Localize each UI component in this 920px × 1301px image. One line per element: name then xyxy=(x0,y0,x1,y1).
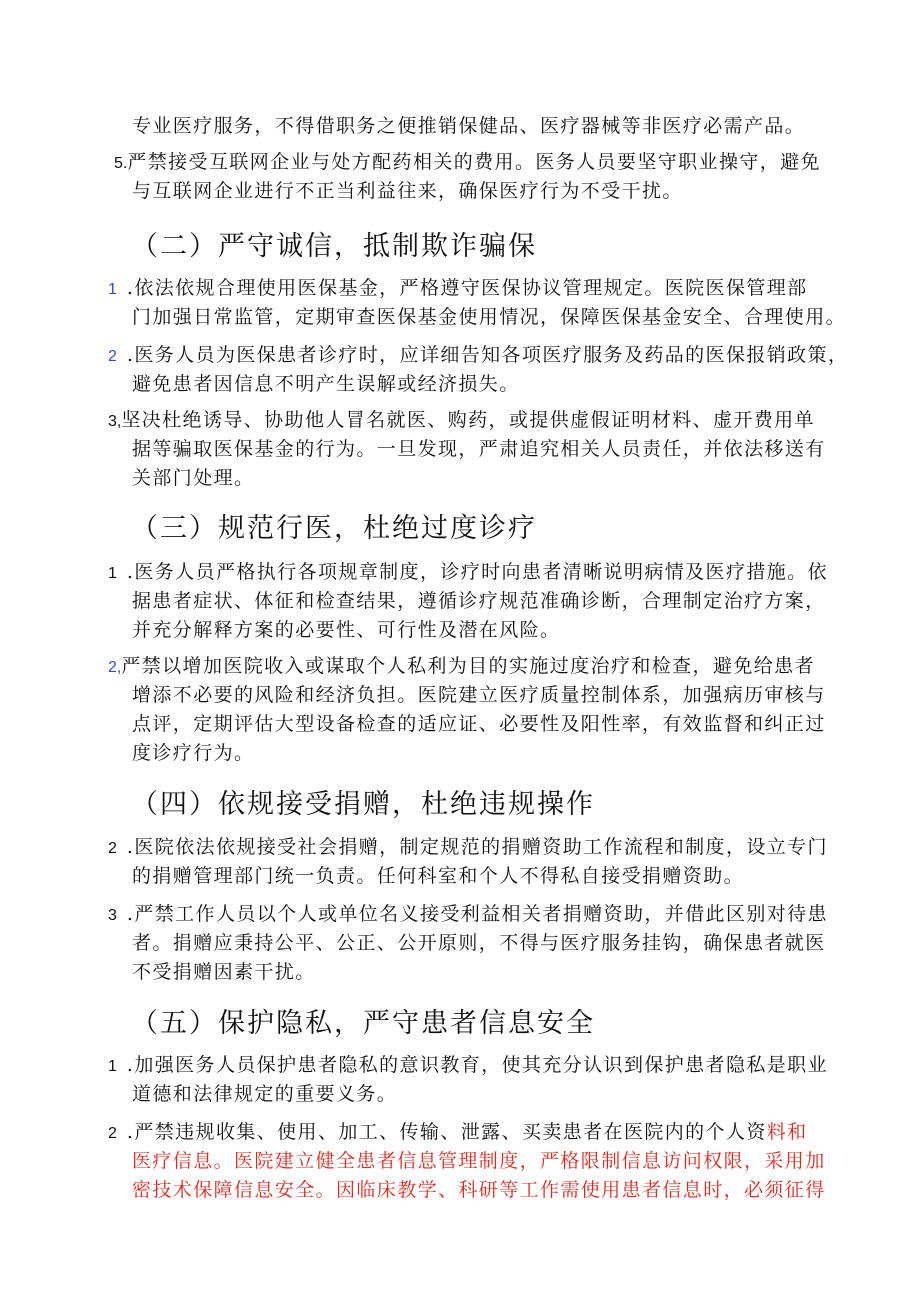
list-item-line: 增添不必要的风险和经济负担。医院建立医疗质量控制体系，加强病历审核与 xyxy=(132,684,826,706)
highlighted-line: 密技术保障信息安全。因临床教学、科研等工作需使用患者信息时，必须征得 xyxy=(132,1179,826,1201)
list-item-line: 1 .医务人员严格执行各项规章制度，诊疗时向患者清晰说明病情及医疗措施。依 xyxy=(108,561,828,583)
list-item-line: 据患者症状、体征和检查结果，遵循诊疗规范准确诊断，合理制定治疗方案， xyxy=(132,590,826,612)
item-number: 1 xyxy=(108,281,117,298)
list-item-line: 避免患者因信息不明产生误解或经济损失。 xyxy=(132,373,520,395)
highlighted-line: 医疗信息。医院建立健全患者信息管理制度，严格限制信息访问权限，采用加 xyxy=(132,1150,826,1172)
list-item-line: 2,严禁以增加医院收入或谋取个人私利为目的实施过度治疗和检查，避免给患者 xyxy=(108,655,815,677)
list-item-line: 门加强日常监管，定期审查医保基金使用情况，保障医保基金安全、合理使用。 xyxy=(132,306,847,328)
list-item-line: 点评，定期评估大型设备检查的适应证、必要性及阳性率，有效监督和纠正过 xyxy=(132,713,826,735)
list-item-line: 据等骗取医保基金的行为。一旦发现，严肃追究相关人员责任，并依法移送有 xyxy=(132,438,826,460)
list-item-line: 3,坚决杜绝诱导、协助他人冒名就医、购药，或提供虚假证明材料、虚开费用单 xyxy=(108,409,815,431)
highlighted-text: 料和 xyxy=(766,1121,808,1143)
item-number: 2 xyxy=(108,348,117,365)
section-heading: （四）依规接受捐赠，杜绝违规操作 xyxy=(131,789,595,820)
paragraph-line: 5.严禁接受互联网企业与处方配药相关的费用。医务人员要坚守职业操守，避免 xyxy=(114,151,821,173)
section-heading: （三）规范行医，杜绝过度诊疗 xyxy=(131,513,537,544)
list-item-line: 1 .加强医务人员保护患者隐私的意识教育，使其充分认识到保护患者隐私是职业 xyxy=(108,1054,828,1076)
item-number: 2 xyxy=(108,1125,117,1142)
item-number: 5. xyxy=(114,155,128,172)
paragraph-line: 与互联网企业进行不正当利益往来，确保医疗行为不受干扰。 xyxy=(132,180,683,202)
list-item-line: 的捐赠管理部门统一负责。任何科室和个人不得私自接受捐赠资助。 xyxy=(132,865,745,887)
list-item-line: 2 .严禁违规收集、使用、加工、传输、泄露、买卖患者在医院内的个人资料和 xyxy=(108,1121,808,1143)
list-item-line: 并充分解释方案的必要性、可行性及潜在风险。 xyxy=(132,619,561,641)
list-item-line: 不受捐赠因素干扰。 xyxy=(132,961,316,983)
item-number: 3 xyxy=(108,907,117,924)
item-number: 2, xyxy=(108,659,122,676)
section-heading: （二）严守诚信，抵制欺诈骗保 xyxy=(131,231,537,262)
item-number: 3, xyxy=(108,413,122,430)
list-item-line: 1 .依法依规合理使用医保基金，严格遵守医保协议管理规定。医院医保管理部 xyxy=(108,277,808,299)
list-item-line: 2 .医务人员为医保患者诊疗时，应详细告知各项医疗服务及药品的医保报销政策， xyxy=(108,344,849,366)
item-number: 1 xyxy=(108,1058,117,1075)
paragraph-line: 专业医疗服务，不得借职务之便推销保健品、医疗器械等非医疗必需产品。 xyxy=(132,115,806,137)
list-item-line: 2 .医院依法依规接受社会捐赠，制定规范的捐赠资助工作流程和制度，设立专门 xyxy=(108,836,828,858)
list-item-line: 道德和法律规定的重要义务。 xyxy=(132,1083,398,1105)
list-item-line: 者。捐赠应秉持公平、公正、公开原则，不得与医疗服务挂钩，确保患者就医 xyxy=(132,932,826,954)
section-heading: （五）保护隐私，严守患者信息安全 xyxy=(131,1008,595,1039)
item-number: 1 xyxy=(108,565,117,582)
list-item-line: 3 .严禁工作人员以个人或单位名义接受利益相关者捐赠资助，并借此区别对待患 xyxy=(108,903,828,925)
item-number: 2 xyxy=(108,840,117,857)
list-item-line: 度诊疗行为。 xyxy=(132,742,255,764)
list-item-line: 关部门处理。 xyxy=(132,467,255,489)
